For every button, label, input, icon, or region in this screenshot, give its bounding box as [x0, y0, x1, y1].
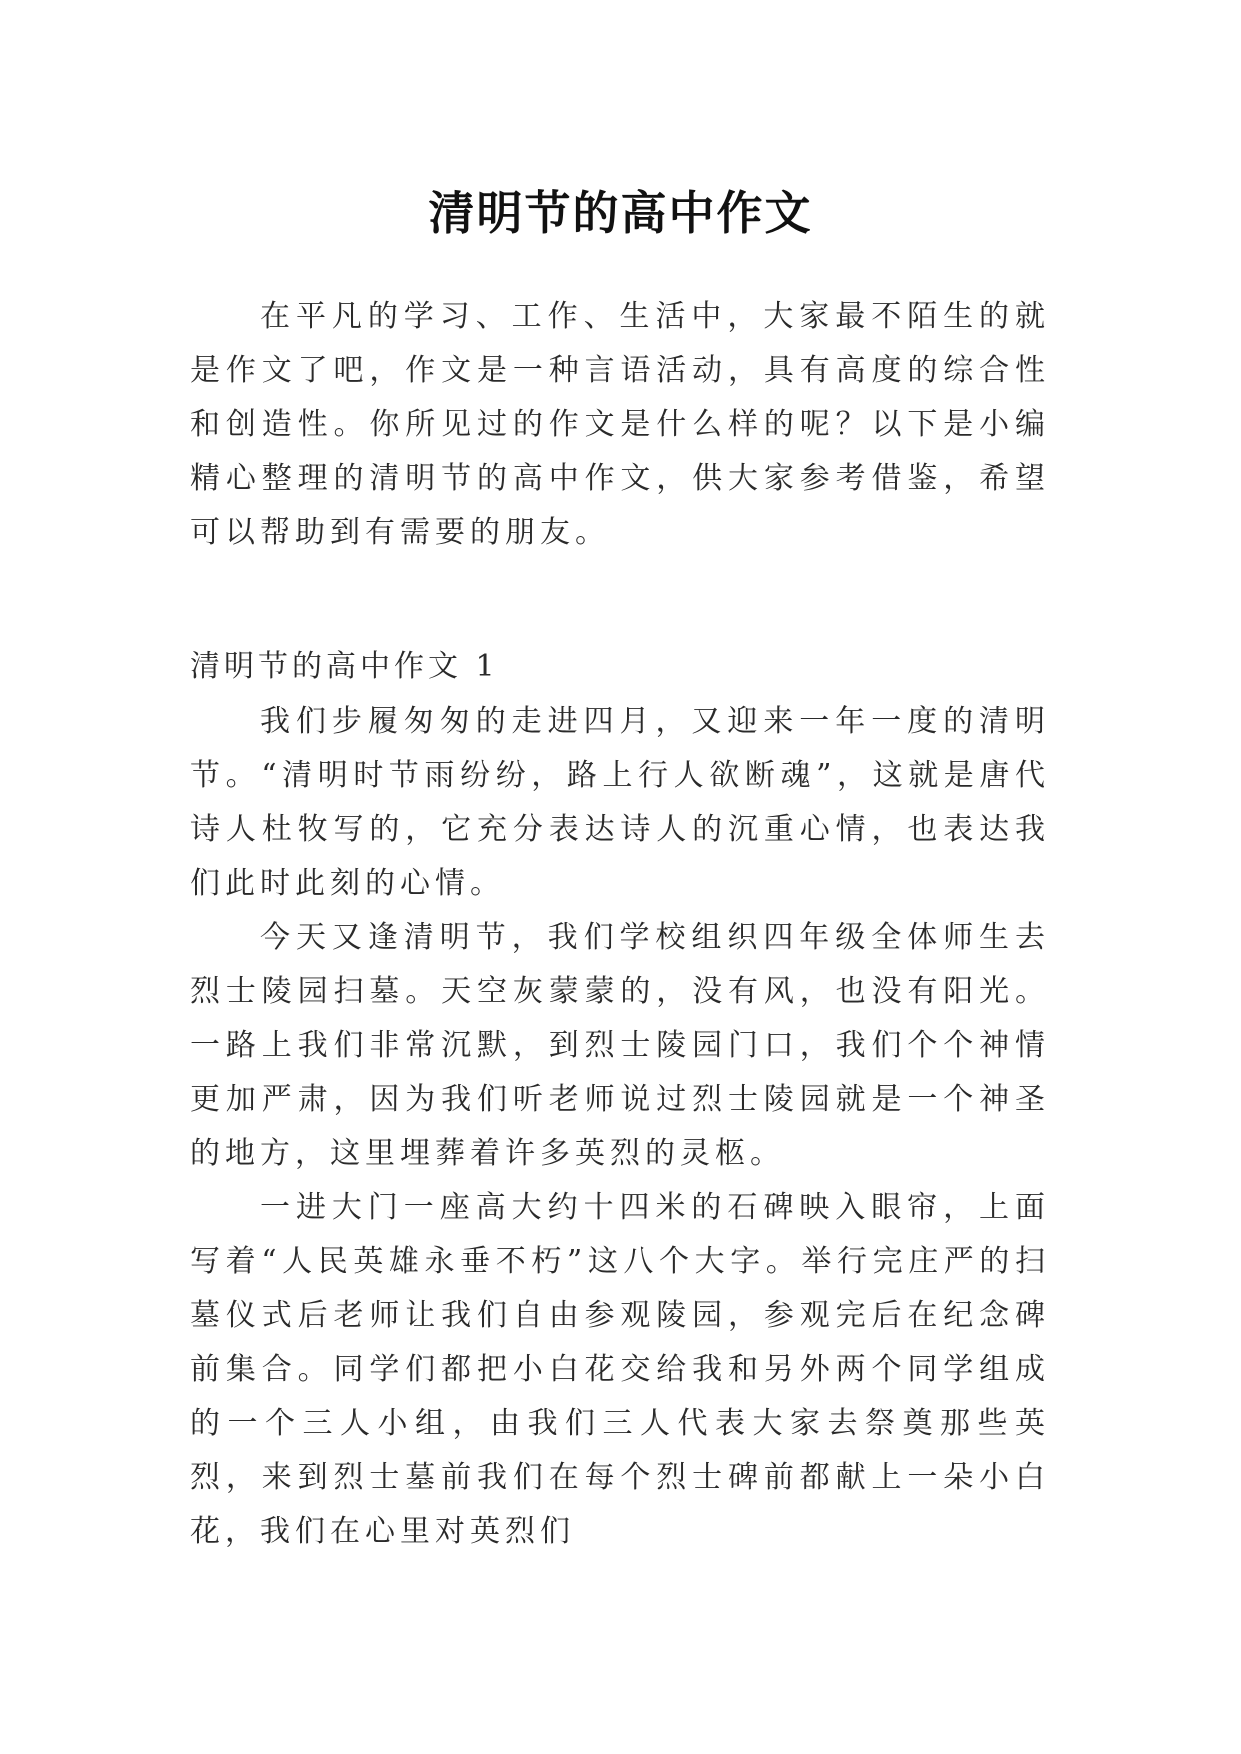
intro-section [190, 290, 1050, 560]
essay-paragraph: 今天又逢清明节，我们学校组织四年级全体师生去烈士陵园扫墓。天空灰蒙蒙的，没有风，也没有阳光。一路上我们非常沉默，到烈士陵园门口，我们个个神情更加严肃，因为我们听老师说过烈士陵园就是一个神圣的地方，这里埋葬着许多英烈的灵柩。 [190, 920, 1050, 1171]
section-heading: 清明节的高中作文 1 [190, 649, 499, 684]
essay-paragraph: 一进大门一座高大约十四米的石碑映入眼帘，上面写着“人民英雄永垂不朽”这八个大字。举行完庄严的扫墓仪式后老师让我们自由参观陵园，参观完后在纪念碑前集合。同学们都把小白花交给我和另外两个同学组成的一个三人小组，由我们三人代表大家去祭奠那些英烈，来到烈士墓前我们在每个烈士碑前都献上一朵小白花，我们在心里对英烈们 [190, 1190, 1050, 1549]
document-title: 清明节的高中作文 [428, 185, 813, 240]
intro-paragraph: 在平凡的学习、工作、生活中，大家最不陌生的就是作文了吧，作文是一种言语活动，具有高度的综合性和创造性。你所见过的作文是什么样的呢？以下是小编精心整理的清明节的高中作文，供大家参考借鉴，希望可以帮助到有需要的朋友。 [190, 299, 1050, 550]
essay-paragraph: 我们步履匆匆的走进四月，又迎来一年一度的清明节。“清明时节雨纷纷，路上行人欲断魂”，这就是唐代诗人杜牧写的，它充分表达诗人的沉重心情，也表达我们此时此刻的心情。 [190, 704, 1050, 901]
essay-body [190, 695, 1050, 1559]
